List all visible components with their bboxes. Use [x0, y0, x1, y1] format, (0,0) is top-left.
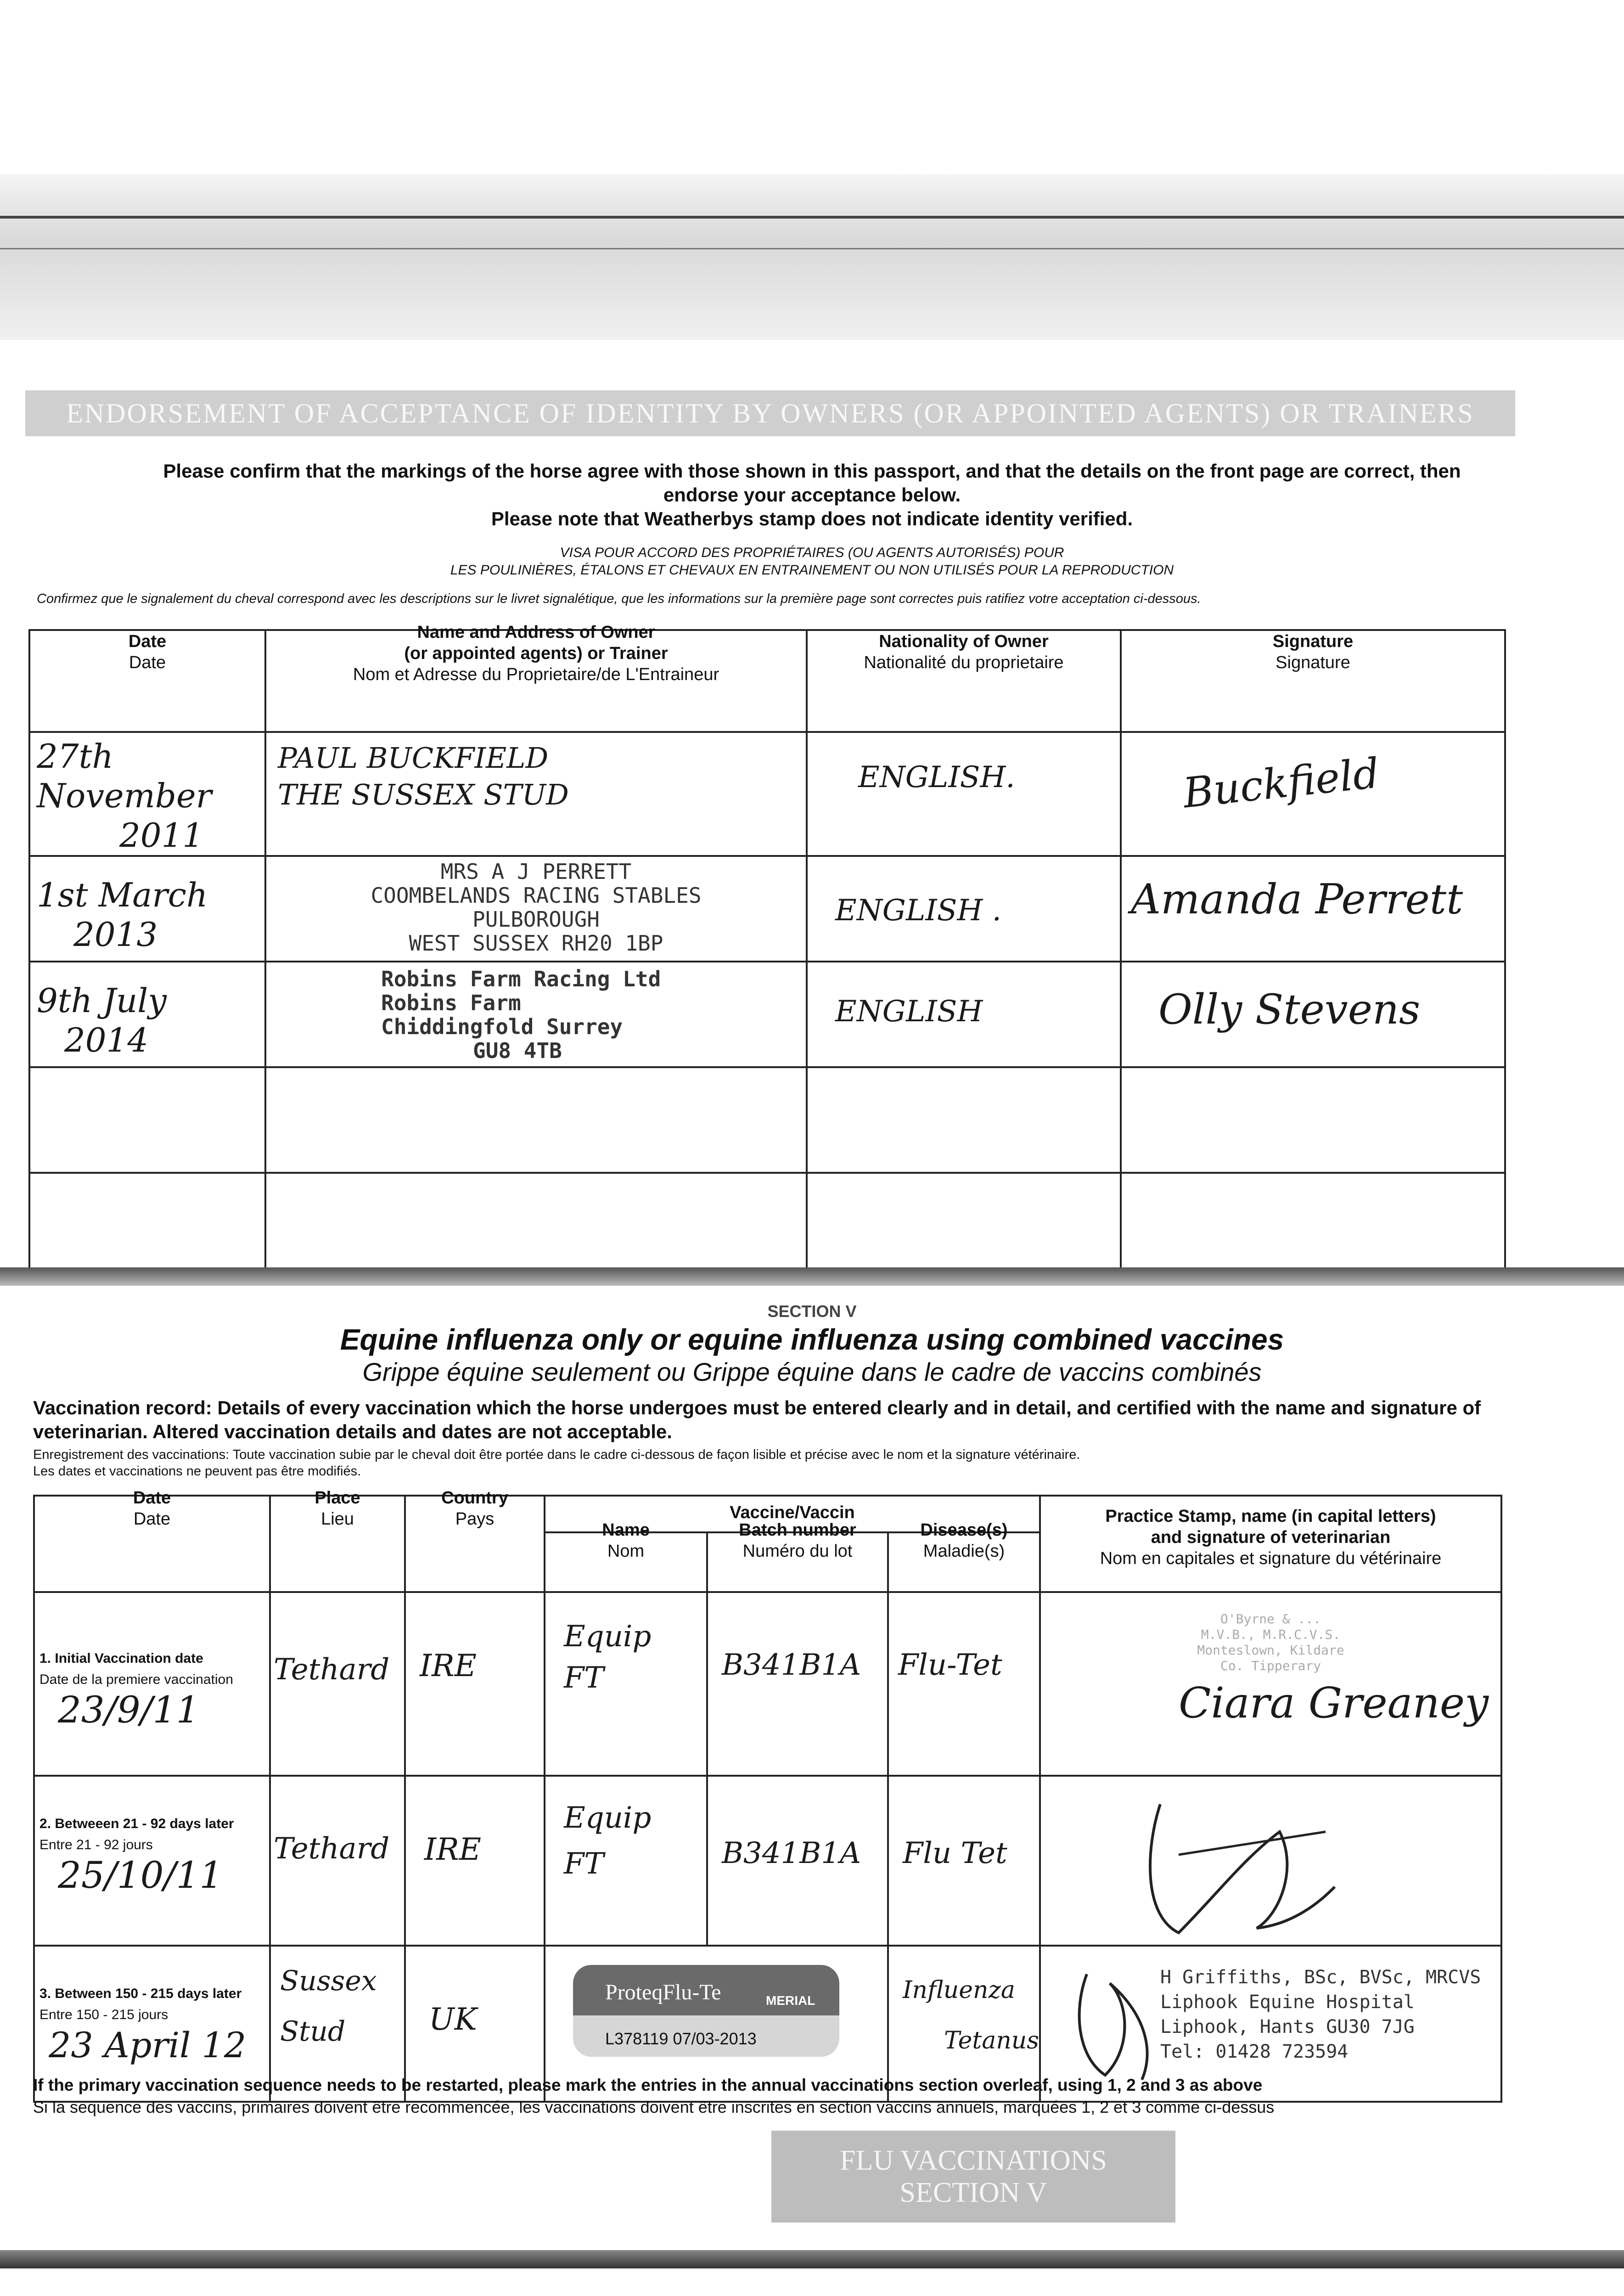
section-subtitle: Grippe équine seulement ou Grippe équine dans le cadre de vaccins combinés	[362, 1357, 1262, 1386]
instruction-line: Please confirm that the markings of the horse agree with those shown in this passport, and that the details on the front page are correct, then	[163, 460, 1461, 482]
table-row	[34, 1776, 1501, 1946]
vet-signature: Ciara Greaney	[1178, 1678, 1489, 1728]
row-vet: O'Byrne & ... M.V.B., M.R.C.V.S. Monteslown, Kildare Co. Tipperary Ciara Greaney	[1040, 1592, 1501, 1776]
header-signature: Signature Signature	[1121, 630, 1505, 732]
table-row	[29, 732, 1505, 856]
row-date: 1st March 2013	[29, 856, 265, 962]
row-vaccine-name: Equip FT	[545, 1776, 707, 1946]
header-date: Date Date	[29, 630, 265, 732]
row-signature	[1121, 962, 1505, 1067]
vaccination-record-fr: Enregistrement des vaccinations: Toute vaccination subie par le cheval doit être portée dans le cadre ci-dessous de façon lisible et précise avec le nom et la signature vétérinaire. Les dates et vaccinations ne peuvent pas être modifiés.	[33, 1447, 1080, 1479]
row-batch: B341B1A	[707, 1592, 888, 1776]
header-vaccine: Vaccine/Vaccin	[545, 1496, 1040, 1532]
table-row	[34, 1592, 1501, 1776]
row-country: IRE	[405, 1592, 545, 1776]
row-date: 9th July 2014	[29, 962, 265, 1067]
vaccination-table	[33, 1488, 1502, 2103]
vaccination-record-en: Vaccination record: Details of every vaccination which the horse undergoes must be entered clearly and in detail, and certified with the name and signature of veterinarian. Altered vaccination details and dates are not acceptable.	[33, 1397, 1481, 1442]
vet-signature	[1041, 1777, 1454, 1942]
endorsement-table	[28, 623, 1506, 1279]
page-edge-line	[0, 248, 1624, 249]
instructions	[0, 459, 1624, 531]
section-title: Equine influenza only or equine influenza using combined vaccines	[340, 1323, 1284, 1356]
owner-signature: Buckfield	[1180, 749, 1382, 818]
vaccination-date: 23 April 12	[49, 2025, 247, 2065]
header-practice: Practice Stamp, name (in capital letters) and signature of veterinarian Nom en capitales et signature du vétérinaire	[1040, 1496, 1501, 1592]
page-edge-line	[0, 216, 1624, 219]
row-disease: Flu-Tet	[888, 1592, 1040, 1776]
row-country: UK	[405, 1946, 545, 2102]
visa-line: VISA POUR ACCORD DES PROPRIÉTAIRES (OU AGENTS AUTORISÉS) POUR	[560, 545, 1064, 560]
table-row	[29, 856, 1505, 962]
scan-shadow-bottom	[0, 2250, 1624, 2268]
endorsement-banner: ENDORSEMENT OF ACCEPTANCE OF IDENTITY BY OWNERS (OR APPOINTED AGENTS) OR TRAINERS	[25, 390, 1515, 436]
table-row	[29, 1173, 1505, 1278]
row-owner: Robins Farm Racing Ltd Robins Farm Chiddingfold Surrey GU8 4TB	[265, 962, 807, 1067]
sticker-lot: L378119 07/03-2013	[605, 2029, 757, 2048]
section-divider	[0, 1267, 1624, 1286]
header-place: Place Lieu	[270, 1496, 405, 1592]
row-nationality: ENGLISH.	[807, 732, 1121, 856]
header-date: Date Date	[34, 1496, 270, 1592]
row-vet	[1040, 1776, 1501, 1946]
row-date: 27th November 2011	[29, 732, 265, 856]
header-disease: Disease(s) Maladie(s)	[888, 1532, 1040, 1592]
weatherbys-note: Please note that Weatherbys stamp does not indicate identity verified.	[491, 508, 1133, 529]
owner-signature: Olly Stevens	[1158, 985, 1421, 1034]
sticker-product: ProteqFlu-Te	[605, 1980, 721, 2004]
row-place: Tethard	[270, 1592, 405, 1776]
restart-note-en: If the primary vaccination sequence needs to be restarted, please mark the entries in the annual vaccinations section overleaf, using 1, 2 and 3 as above	[33, 2076, 1263, 2094]
row-place: Sussex Stud	[270, 1946, 405, 2102]
row-place: Tethard	[270, 1776, 405, 1946]
section-label: SECTION V	[767, 1302, 857, 1321]
table-row	[29, 962, 1505, 1067]
scan-shadow-top	[0, 174, 1624, 340]
vaccine-sticker	[573, 1965, 839, 2057]
vaccination-date: 23/9/11	[58, 1688, 200, 1731]
row-disease: Influenza Tetanus	[888, 1946, 1040, 2102]
restart-note-fr: Si la sequence des vaccins, primaires doivent être recommencée, les vaccinations doivent être inscrites en section vaccins annuels, marquées 1, 2 et 3 comme ci-dessus	[33, 2098, 1275, 2116]
instruction-line: endorse your acceptance below.	[663, 484, 961, 506]
header-nationality: Nationality of Owner Nationalité du proprietaire	[807, 630, 1121, 732]
table-row	[29, 1067, 1505, 1173]
flu-vaccinations-tab: FLU VACCINATIONS SECTION V	[771, 2131, 1175, 2223]
row-label: 2. Betweeen 21 - 92 days later Entre 21 - 92 jours 25/10/11	[34, 1776, 270, 1946]
row-vaccine-name: Equip FT	[545, 1592, 707, 1776]
row-owner: PAUL BUCKFIELD THE SUSSEX STUD	[265, 732, 807, 856]
row-disease: Flu Tet	[888, 1776, 1040, 1946]
header-country: Country Pays	[405, 1496, 545, 1592]
row-owner: MRS A J PERRETT COOMBELANDS RACING STABLES PULBOROUGH WEST SUSSEX RH20 1BP	[265, 856, 807, 962]
confirm-fr: Confirmez que le signalement du cheval correspond avec les descriptions sur le livret signalétique, que les informations sur la première page sont correctes puis ratifiez votre acceptation ci-dessous.	[37, 591, 1201, 606]
vaccination-date: 25/10/11	[58, 1854, 223, 1896]
row-nationality: ENGLISH	[807, 962, 1121, 1067]
row-country: IRE	[405, 1776, 545, 1946]
header-batch: Batch number Numéro du lot	[707, 1532, 888, 1592]
row-label: 3. Between 150 - 215 days later Entre 150 - 215 jours 23 April 12	[34, 1946, 270, 2102]
row-label: 1. Initial Vaccination date Date de la premiere vaccination 23/9/11	[34, 1592, 270, 1776]
visa-line: LES POULINIÈRES, ÉTALONS ET CHEVAUX EN ENTRAINEMENT OU NON UTILISÉS POUR LA REPRODUCTION	[450, 563, 1174, 578]
sticker-maker: MERIAL	[766, 1993, 815, 2008]
row-signature	[1121, 856, 1505, 962]
header-name: Name Nom	[545, 1532, 707, 1592]
row-nationality: ENGLISH .	[807, 856, 1121, 962]
visa-fr	[0, 544, 1624, 579]
row-signature	[1121, 732, 1505, 856]
owner-signature: Amanda Perrett	[1131, 875, 1463, 923]
header-owner: Name and Address of Owner (or appointed agents) or Trainer Nom et Adresse du Proprietaire/de L'Entraineur	[265, 630, 807, 732]
vet-practice-stamp: H Griffiths, BSc, BVSc, MRCVS Liphook Equine Hospital Liphook, Hants GU30 7JG Tel: 01428 723594	[1160, 1967, 1481, 2062]
row-batch: B341B1A	[707, 1776, 888, 1946]
